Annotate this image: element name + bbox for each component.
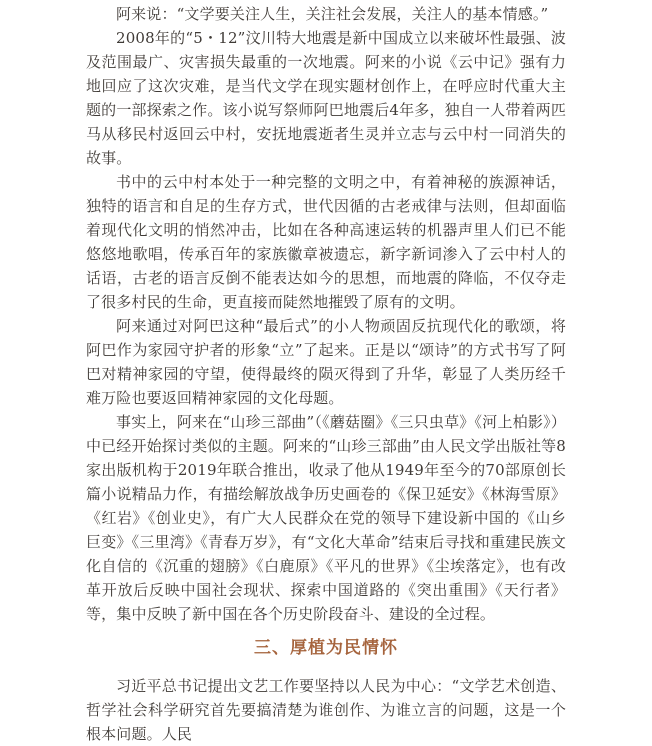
paragraph-earthquake: 2008年的“5・12”汶川特大地震是新中国成立以来破坏性最强、波及范围最广、灾害损失最重的一次地震。阿来的小说《云中记》强有力地回应了这次灾难，是当代文学在现实题材创作上，在呼应时代重大主题的一部探索之作。该小说写祭师阿巴地震后4年多，独自一人带着两匹马从移民村返回云中村，安抚地震逝者生灵并立志与云中村一同消失的故事。 — [86, 29, 566, 167]
section-heading: 三、厚植为民情怀 — [254, 638, 398, 658]
paragraph-people-centered: 习近平总书记提出文艺工作要坚持以人民为中心：“文学艺术创造、哲学社会科学研究首先要搞清楚为谁创作、为谁立言的问题，这是一个根本问题。人民 — [86, 677, 566, 743]
paragraph-quote: 阿来说：“文学要关注人生，关注社会发展，关注人的基本情感。” — [116, 5, 549, 23]
article-body — [86, 2, 566, 626]
paragraph-mountain-trilogy: 事实上，阿来在“山珍三部曲”（《蘑菇圈》《三只虫草》《河上柏影》）中已经开始探讨类似的主题。阿来的“山珍三部曲”由人民文学出版社等8家出版机构于2019年联合推出，收录了他从1949年至今的70部原创长篇小说精品力作，有描绘解放战争历史画卷的《保卫延安》《林海雪原》《红岩》《创业史》，有广大人民群众在党的领导下建设新中国的《山乡巨变》《三里湾》《青春万岁》，有“文化大革命”结束后寻找和重建民族文化自信的《沉重的翅膀》《白鹿原》《平凡的世界》《尘埃落定》，也有改革开放后反映中国社会现状、探索中国道路的《突出重围》《天行者》等，集中反映了新中国在各个历史阶段奋斗、建设的全过程。 — [86, 413, 566, 623]
paragraph-yunzhong-village: 书中的云中村本处于一种完整的文明之中，有着神秘的族源神话，独特的语言和自足的生存方式，世代因循的古老戒律与法则，但却面临着现代化文明的悄然冲击，比如在各种高速运转的机器声里人们已不能悠悠地歌唱，传承百年的家族徽章被遗忘，新字新词渗入了云中村人的话语，古老的语言反倒不能表达如今的思想，而地震的降临，不仅夺走了很多村民的生命，更直接而陡然地摧毁了原有的文明。 — [86, 173, 566, 311]
article-continuation — [86, 674, 566, 746]
paragraph-aba-guardian: 阿来通过对阿巴这种“最后式”的小人物顽固反抗现代化的歌颂，将阿巴作为家园守护者的形象“立”了起来。正是以“颂诗”的方式书写了阿巴对精神家园的守望，使得最终的陨灭得到了升华，彰显了人类历经千难万险也要返回精神家园的文化母题。 — [86, 317, 566, 407]
